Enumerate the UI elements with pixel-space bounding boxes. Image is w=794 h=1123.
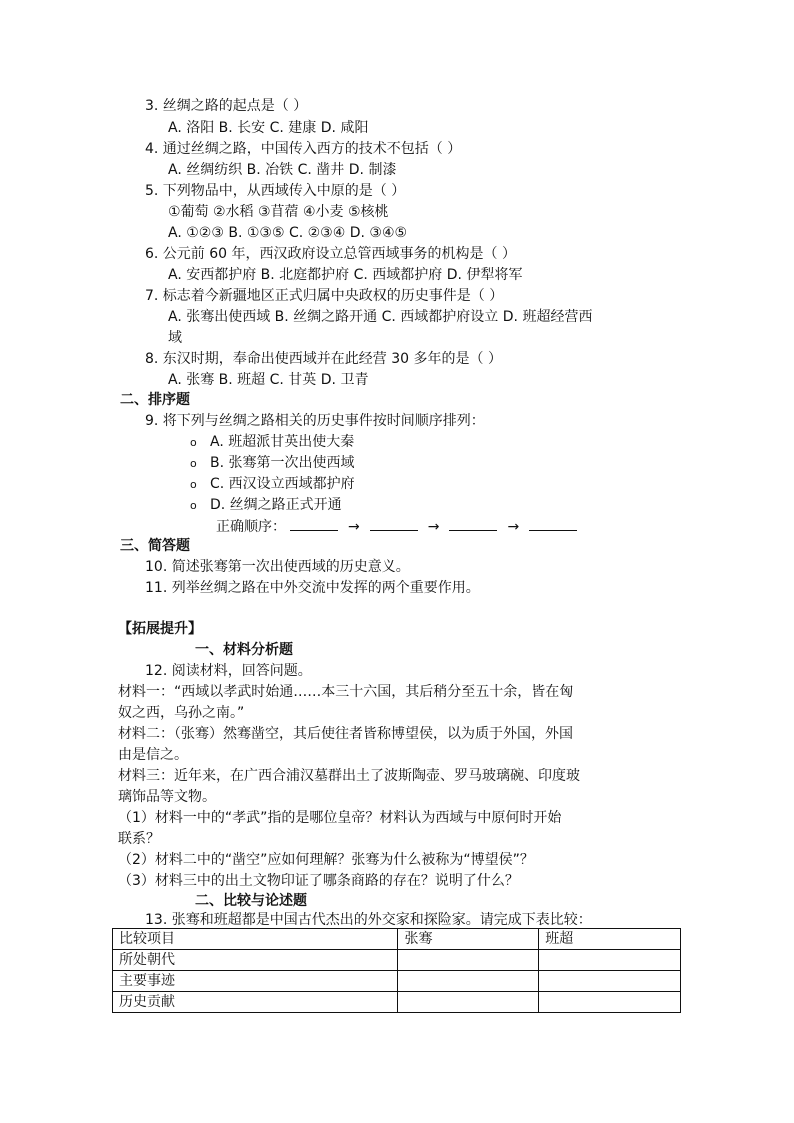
question-3-options: A. 洛阳 B. 长安 C. 建康 D. 咸阳 (168, 120, 369, 136)
answer-label: 正确顺序： (216, 519, 286, 535)
question-4-options: A. 丝绸纺织 B. 冶铁 C. 凿井 D. 制漆 (168, 162, 397, 178)
table-row (113, 950, 681, 971)
question-9-stem: 9. 将下列与丝绸之路相关的历史事件按时间顺序排列： (145, 413, 485, 429)
arrow-icon: → (427, 519, 440, 535)
table-row-label: 历史贡献 (113, 992, 398, 1013)
material-3-wrap: 璃饰品等文物。 (118, 789, 216, 805)
table-row-label: 所处朝代 (113, 950, 398, 971)
material-section-title: 一、材料分析题 (195, 642, 293, 658)
question-5-stem: 5. 下列物品中，从西域传入中原的是（ ） (145, 183, 406, 199)
table-cell-zhangqian[interactable] (398, 992, 539, 1013)
question-4-stem: 4. 通过丝绸之路，中国传入西方的技术不包括（ ） (145, 141, 462, 157)
question-3-stem: 3. 丝绸之路的起点是（ ） (145, 98, 308, 114)
sub-question-1: （1）材料一中的“孝武”指的是哪位皇帝？材料认为西域与中原何时开始 (118, 810, 562, 826)
material-2: 材料二：（张骞）然骞凿空，其后使往者皆称博望侯，以为质于外国，外国 (118, 726, 573, 742)
section-sort-title: 二、排序题 (120, 392, 190, 408)
sort-item-text: C. 西汉设立西域都护府 (210, 476, 355, 492)
question-6-stem: 6. 公元前 60 年，西汉政府设立总管西域事务的机构是（ ） (145, 246, 516, 262)
table-cell-banchao[interactable] (539, 950, 681, 971)
table-header-row (113, 929, 681, 950)
question-8-options: A. 张骞 B. 班超 C. 甘英 D. 卫青 (168, 372, 369, 388)
material-1 (118, 682, 573, 702)
bullet-icon: o (190, 478, 197, 491)
question-5-items: ①葡萄 ②水稻 ③苜蓿 ④小麦 ⑤核桃 (168, 204, 389, 220)
table-cell-banchao[interactable] (539, 992, 681, 1013)
material-1-wrap: 奴之西，乌孙之南。” (118, 705, 245, 721)
sub-question-2: （2）材料二中的“凿空”应如何理解？张骞为什么被称为“博望侯”？ (118, 852, 534, 868)
table-row (113, 992, 681, 1013)
sort-item-a (190, 432, 354, 453)
sort-item-d (190, 495, 342, 516)
table-header-cell: 张骞 (398, 929, 539, 950)
question-6-options: A. 安西都护府 B. 北庭都护府 C. 西域都护府 D. 伊犁将军 (168, 267, 523, 283)
compare-section-title: 二、比较与论述题 (195, 893, 307, 909)
question-7-options-wrap: 域 (168, 330, 182, 346)
table-header-cell: 班超 (539, 929, 681, 950)
table-row (113, 971, 681, 992)
table-cell-zhangqian[interactable] (398, 950, 539, 971)
question-10: 10. 简述张骞第一次出使西域的历史意义。 (145, 559, 410, 575)
question-11: 11. 列举丝绸之路在中外交流中发挥的两个重要作用。 (145, 580, 480, 596)
question-13-stem: 13. 张骞和班超都是中国古代杰出的外交家和探险家。请完成下表比较： (145, 912, 592, 928)
sort-item-text: A. 班超派甘英出使大秦 (210, 434, 355, 450)
table-cell-zhangqian[interactable] (398, 971, 539, 992)
comparison-table (112, 928, 681, 1013)
table-row-label: 主要事迹 (113, 971, 398, 992)
question-5-options: A. ①②③ B. ①③⑤ C. ②③④ D. ③④⑤ (168, 225, 408, 241)
table-header-cell: 比较项目 (113, 929, 398, 950)
answer-blank-3[interactable] (449, 516, 497, 531)
question-7-stem: 7. 标志着今新疆地区正式归属中央政权的历史事件是（ ） (145, 288, 504, 304)
arrow-icon: → (507, 519, 520, 535)
question-8-stem: 8. 东汉时期，奉命出使西域并在此经营 30 多年的是（ ） (145, 351, 502, 367)
bullet-icon: o (190, 457, 197, 470)
material-3: 材料三：近年来，在广西合浦汉墓群出土了波斯陶壶、罗马玻璃碗、印度玻 (118, 768, 580, 784)
sub-question-3: （3）材料三中的出土文物印证了哪条商路的存在？说明了什么？ (118, 873, 519, 889)
table-cell-banchao[interactable] (539, 971, 681, 992)
sort-item-c (190, 474, 355, 495)
answer-blank-1[interactable] (290, 516, 338, 531)
section-short-title: 三、简答题 (120, 538, 190, 554)
extension-title: 【拓展提升】 (118, 621, 202, 637)
arrow-icon: → (348, 519, 360, 535)
question-12-stem: 12. 阅读材料，回答问题。 (145, 663, 312, 679)
sort-answer-line (216, 516, 581, 537)
question-7-options: A. 张骞出使西域 B. 丝绸之路开通 C. 西域都护府设立 D. 班超经营西 (168, 309, 593, 325)
material-2-wrap: 由是信之。 (118, 747, 188, 763)
answer-blank-2[interactable] (370, 516, 418, 531)
sort-item-b (190, 453, 355, 474)
bullet-icon: o (190, 499, 197, 512)
bullet-icon: o (190, 436, 197, 449)
material-1-line-1: 材料一：“西域以孝武时始通……本三十六国，其后稍分至五十余，皆在匈 (118, 684, 574, 700)
answer-blank-4[interactable] (529, 516, 577, 531)
sub-question-1-wrap: 联系？ (118, 831, 160, 847)
sort-item-text: D. 丝绸之路正式开通 (210, 497, 342, 513)
sort-item-text: B. 张骞第一次出使西域 (210, 455, 355, 471)
